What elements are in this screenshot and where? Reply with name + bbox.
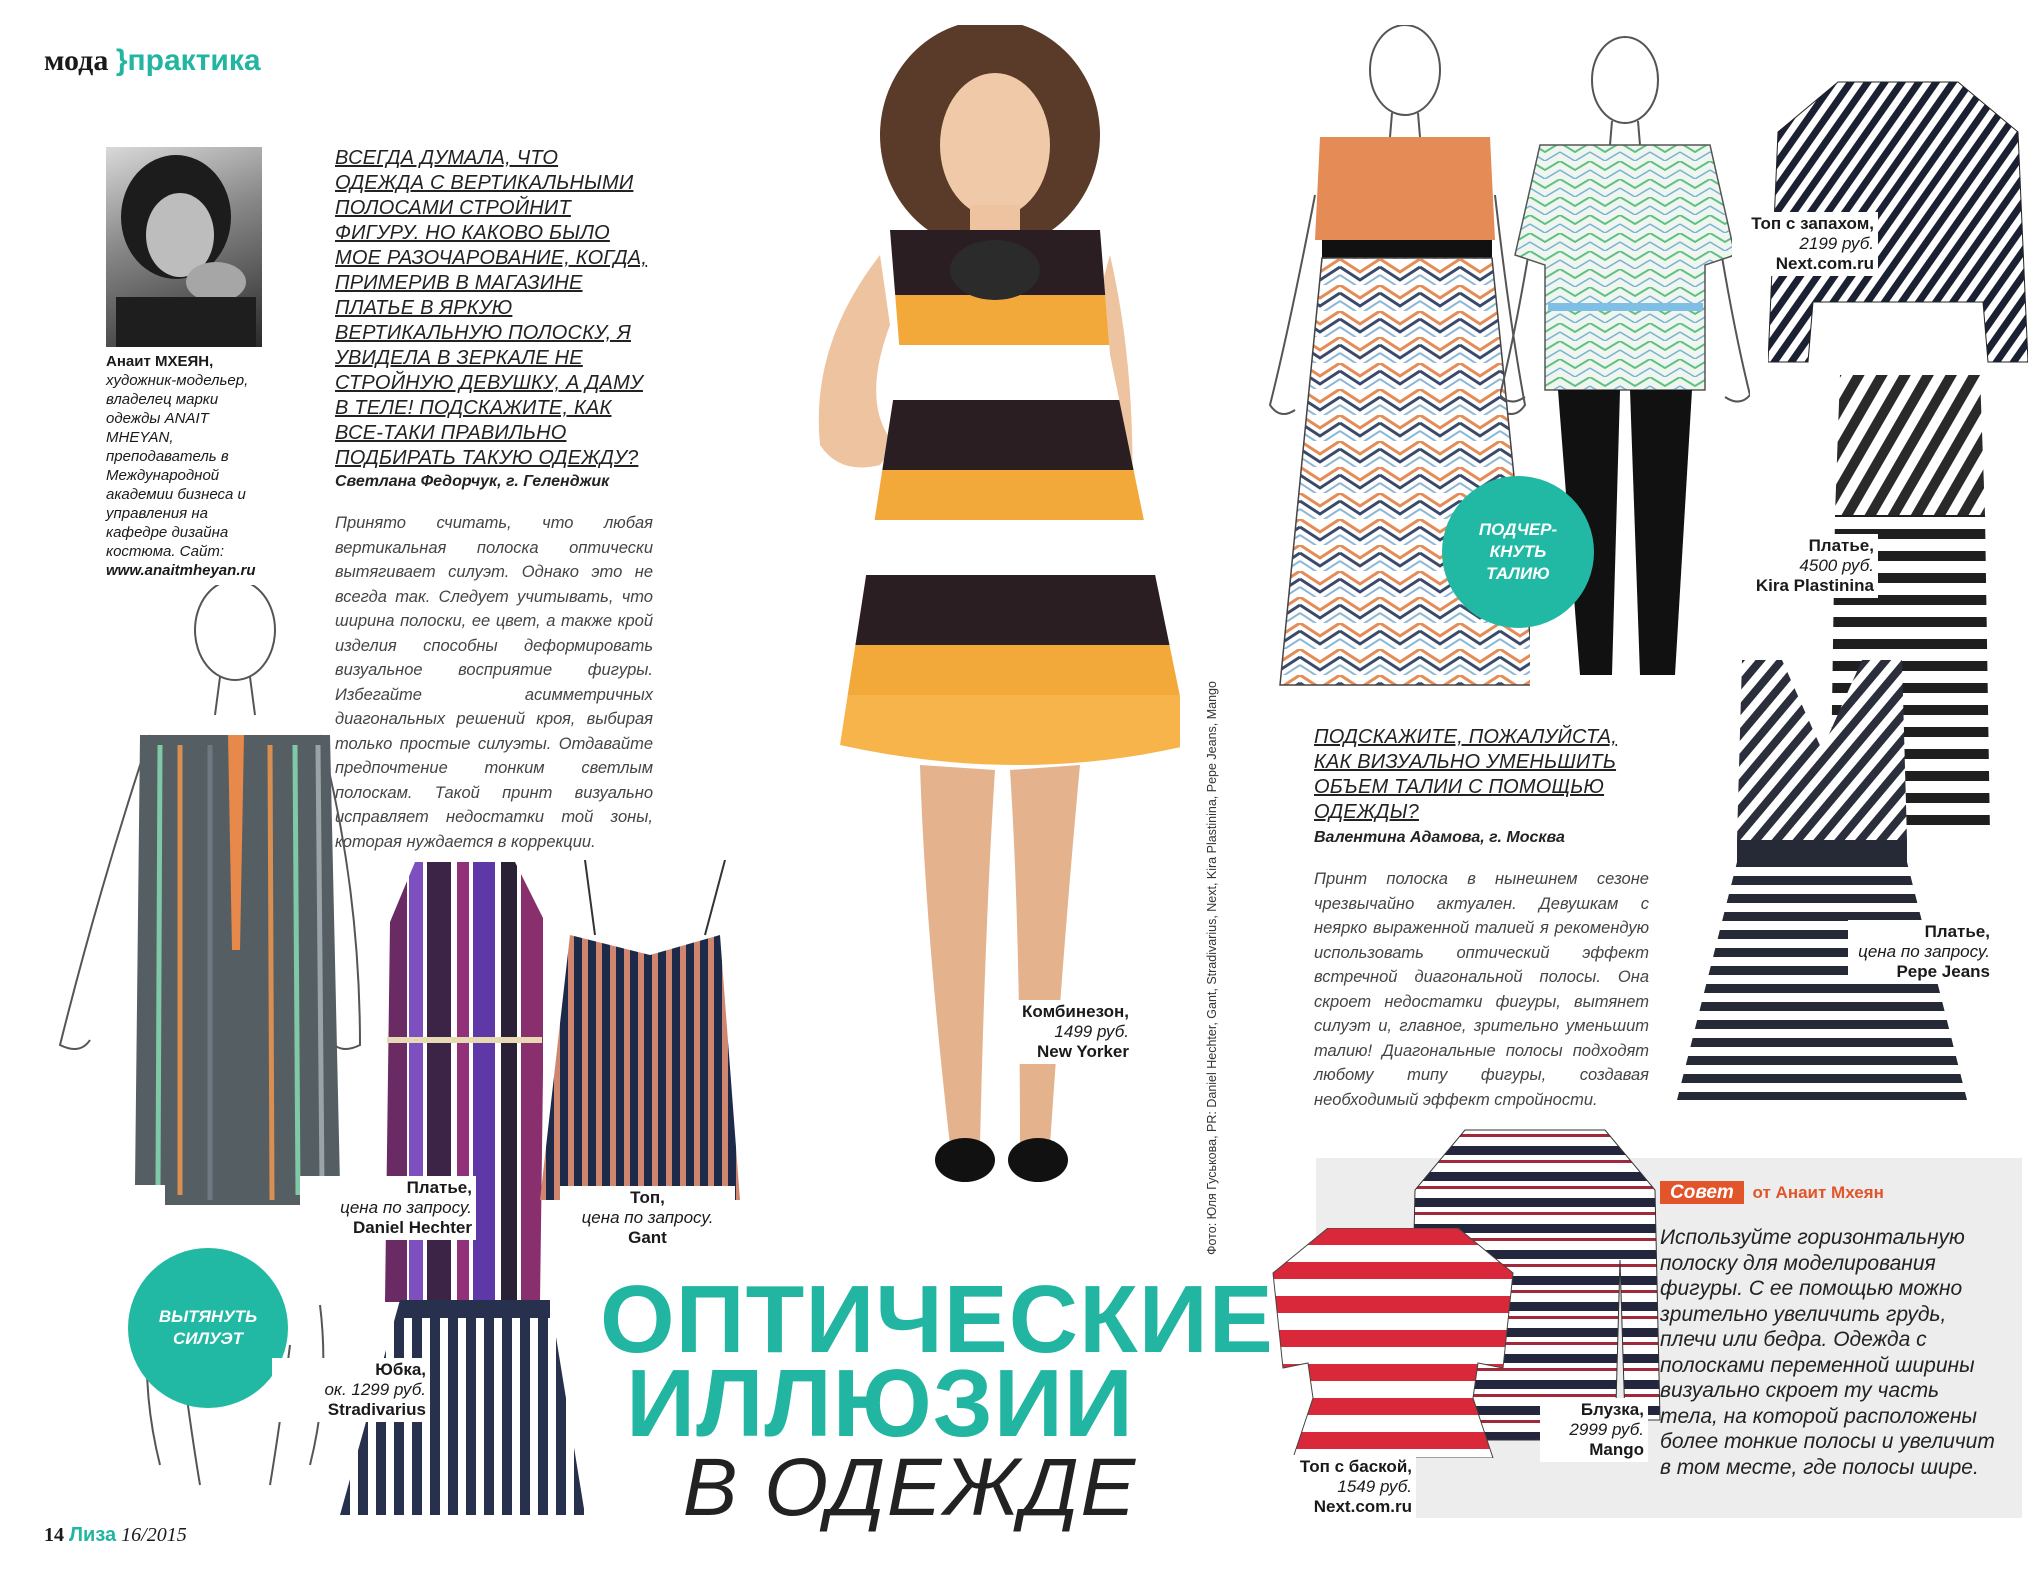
headline [600, 1266, 1274, 1533]
issue-number: 16/2015 [121, 1524, 187, 1546]
headline-line-2: ИЛЛЮЗИИ [626, 1350, 1134, 1457]
label-skirt-stradivarius: Юбка, ок. 1299 руб. Stradivarius [272, 1358, 430, 1422]
badge-stretch-silhouette: ВЫТЯНУТЬ СИЛУЭТ [128, 1248, 288, 1408]
section-bracket: } [115, 44, 128, 77]
question-2-author: Валентина Адамова, г. Москва [1314, 829, 1565, 846]
label-blouse-mango: Блузка, 2999 руб. Mango [1540, 1398, 1648, 1462]
page-footer [44, 1524, 187, 1547]
answer-1-text: Принято считать, что любая вертикальная полоска оптически вытягивает силуэт. Однако это не всегда так. Следует учитывать, что ширина полоски, ее цвет, а также крой изделия способны деформировать визуальное восприятие фигуры. Избегайте асимметричных диагональных решений кроя, выбирая только простые силуэты. Отдавайте предпочтение тонким светлым полоскам. Такой принт визуально исправляет недостатки той зоны, которая нуждается в коррекции. [335, 514, 653, 851]
tip-label-badge: Совет [1660, 1181, 1744, 1204]
label-jumpsuit-new-yorker: Комбинезон, 1499 руб. New Yorker [1005, 1000, 1133, 1064]
expert-bio: художник-модельер, владелец марки одежды ANAIT MHEYAN, преподаватель в Международной академии бизнеса и управления на кафедре дизайна костюма. Сайт: [106, 372, 249, 560]
expert-caption [106, 352, 271, 580]
label-wrap-top-next: Топ с запахом, 2199 руб. Next.com.ru [1732, 212, 1878, 276]
photo-credits: Фото: Юля Гуськова, PR: Daniel Hechter, Gant, Stradivarius, Next, Kira Plastinina, Pepe Jeans, Mango [1205, 681, 1219, 1255]
question-1 [335, 146, 653, 854]
product-peplum-top-next [1268, 1228, 1518, 1458]
answer-2-text: Принт полоска в нынешнем сезоне чрезвычайно актуален. Девушкам с неярко выраженной талией я рекомендую использовать оптический эффект встречной диагональной полосы. Она скроет недостатки фигуры, вытянет силуэт и, главное, зрительно уменьшит талию! Диагональные полосы подходят любому типу фигуры, создавая необходимый эффект стройности. [1314, 870, 1649, 1109]
magazine-name: Лиза [69, 1524, 117, 1546]
tip-text: Используйте горизонтальную полоску для моделирования фигуры. С ее помощью можно зрительно увеличить грудь, плечи или бедра. Одежда с полосками переменной ширины визуально скроет ту часть тела, на которой расположены более тонкие полосы и увеличит в том месте, где полосы шире. [1660, 1226, 1995, 1479]
label-dress-daniel-hechter: Платье, цена по запросу. Daniel Hechter [300, 1176, 476, 1240]
question-1-text: ВСЕГДА ДУМАЛА, ЧТО ОДЕЖДА С ВЕРТИКАЛЬНЫМИ ПОЛОСАМИ СТРОЙНИТ ФИГУРУ. НО КАКОВО БЫЛО МОЕ РАЗОЧАРОВАНИЕ, КОГДА, ПРИМЕРИВ В МАГАЗИНЕ ПЛАТЬЕ В ЯРКУЮ ВЕРТИКАЛЬНУЮ ПОЛОСКУ, Я УВИДЕЛА В ЗЕРКАЛЕ НЕ СТРОЙНУЮ ДЕВУШКУ, А ДАМУ В ТЕЛЕ! ПОДСКАЖИТЕ, КАК ВСЕ-ТАКИ ПРАВИЛЬНО ПОДБИРАТЬ ТАКУЮ ОДЕЖДУ? [335, 147, 648, 469]
question-2 [1314, 725, 1654, 1112]
badge-emphasize-waist: ПОДЧЕР-КНУТЬ ТАЛИЮ [1442, 476, 1594, 628]
question-1-author: Светлана Федорчук, г. Геленджик [335, 473, 610, 490]
tip-author: от Анаит Мхеян [1752, 1183, 1884, 1202]
question-2-text: ПОДСКАЖИТЕ, ПОЖАЛУЙСТА, КАК ВИЗУАЛЬНО УМЕНЬШИТЬ ОБЪЕМ ТАЛИИ С ПОМОЩЬЮ ОДЕЖДЫ? [1314, 726, 1618, 823]
label-dress-pepe-jeans: Платье, цена по запросу. Pepe Jeans [1848, 920, 1994, 984]
page-number: 14 [44, 1524, 64, 1546]
label-dress-kira-plastinina: Платье, 4500 руб. Kira Plastinina [1720, 534, 1878, 598]
section-name: мода [44, 44, 109, 77]
label-peplum-top-next: Топ с баской, 1549 руб. Next.com.ru [1280, 1455, 1416, 1519]
expert-site-link[interactable]: www.anaitmheyan.ru [106, 562, 256, 579]
headline-line-1: ОПТИЧЕСКИЕ [600, 1266, 1274, 1373]
product-dress-pepe-jeans [1672, 660, 1972, 1100]
expert-photo [106, 147, 262, 347]
product-top-gant [540, 860, 740, 1220]
portrait-silhouette-icon [106, 147, 262, 347]
tip-header [1660, 1182, 1884, 1204]
subsection-name: практика [127, 44, 261, 77]
label-top-gant: Топ, цена по запросу. Gant [560, 1186, 735, 1250]
expert-name: Анаит МХЕЯН, [106, 353, 214, 370]
section-header [44, 44, 261, 78]
headline-line-3: В ОДЕЖДЕ [682, 1442, 1138, 1533]
